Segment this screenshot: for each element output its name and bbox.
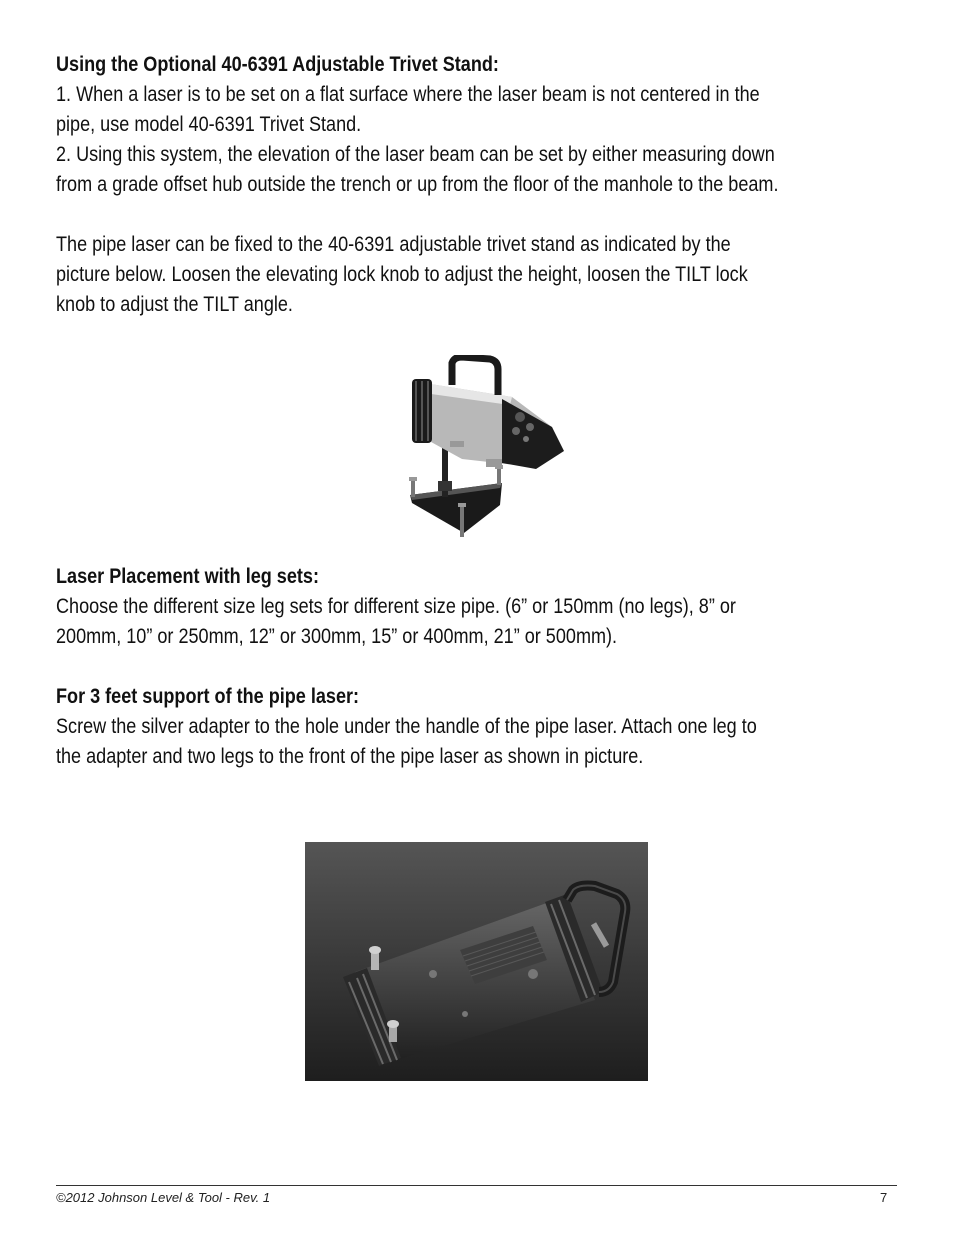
body-line: from a grade offset hub outside the trench or up from the floor of the manhole to the beam. [56, 173, 779, 196]
body-line: picture below. Loosen the elevating lock knob to adjust the height, loosen the TILT lock [56, 263, 748, 286]
body-line: 200mm, 10” or 250mm, 12” or 300mm, 15” or 400mm, 21” or 500mm). [56, 625, 618, 648]
pipe-laser-render [305, 842, 648, 1081]
body-line: 2. Using this system, the elevation of the laser beam can be set by either measuring down [56, 143, 775, 166]
body-line: 1. When a laser is to be set on a flat surface where the laser beam is not centered in the [56, 83, 760, 106]
page-body-lower [56, 562, 787, 772]
section-heading-3-feet: For 3 feet support of the pipe laser: [56, 685, 360, 708]
page-number: 7 [880, 1190, 888, 1205]
footer-copyright: ©2012 Johnson Level & Tool - Rev. 1 [56, 1190, 271, 1205]
body-line: Choose the different size leg sets for different size pipe. (6” or 150mm (no legs), 8” or [56, 595, 736, 618]
footer-divider [56, 1185, 897, 1186]
section-heading-trivet: Using the Optional 40-6391 Adjustable Trivet Stand: [56, 53, 499, 76]
body-line: the adapter and two legs to the front of the pipe laser as shown in picture. [56, 745, 644, 768]
section-heading-leg-sets: Laser Placement with leg sets: [56, 565, 319, 588]
trivet-stand-photo [402, 355, 572, 545]
page-body [56, 50, 787, 320]
body-line: The pipe laser can be fixed to the 40-6391 adjustable trivet stand as indicated by the [56, 233, 731, 256]
body-line: pipe, use model 40-6391 Trivet Stand. [56, 113, 362, 136]
body-line: Screw the silver adapter to the hole under the handle of the pipe laser. Attach one leg to [56, 715, 757, 738]
body-line: knob to adjust the TILT angle. [56, 293, 293, 316]
